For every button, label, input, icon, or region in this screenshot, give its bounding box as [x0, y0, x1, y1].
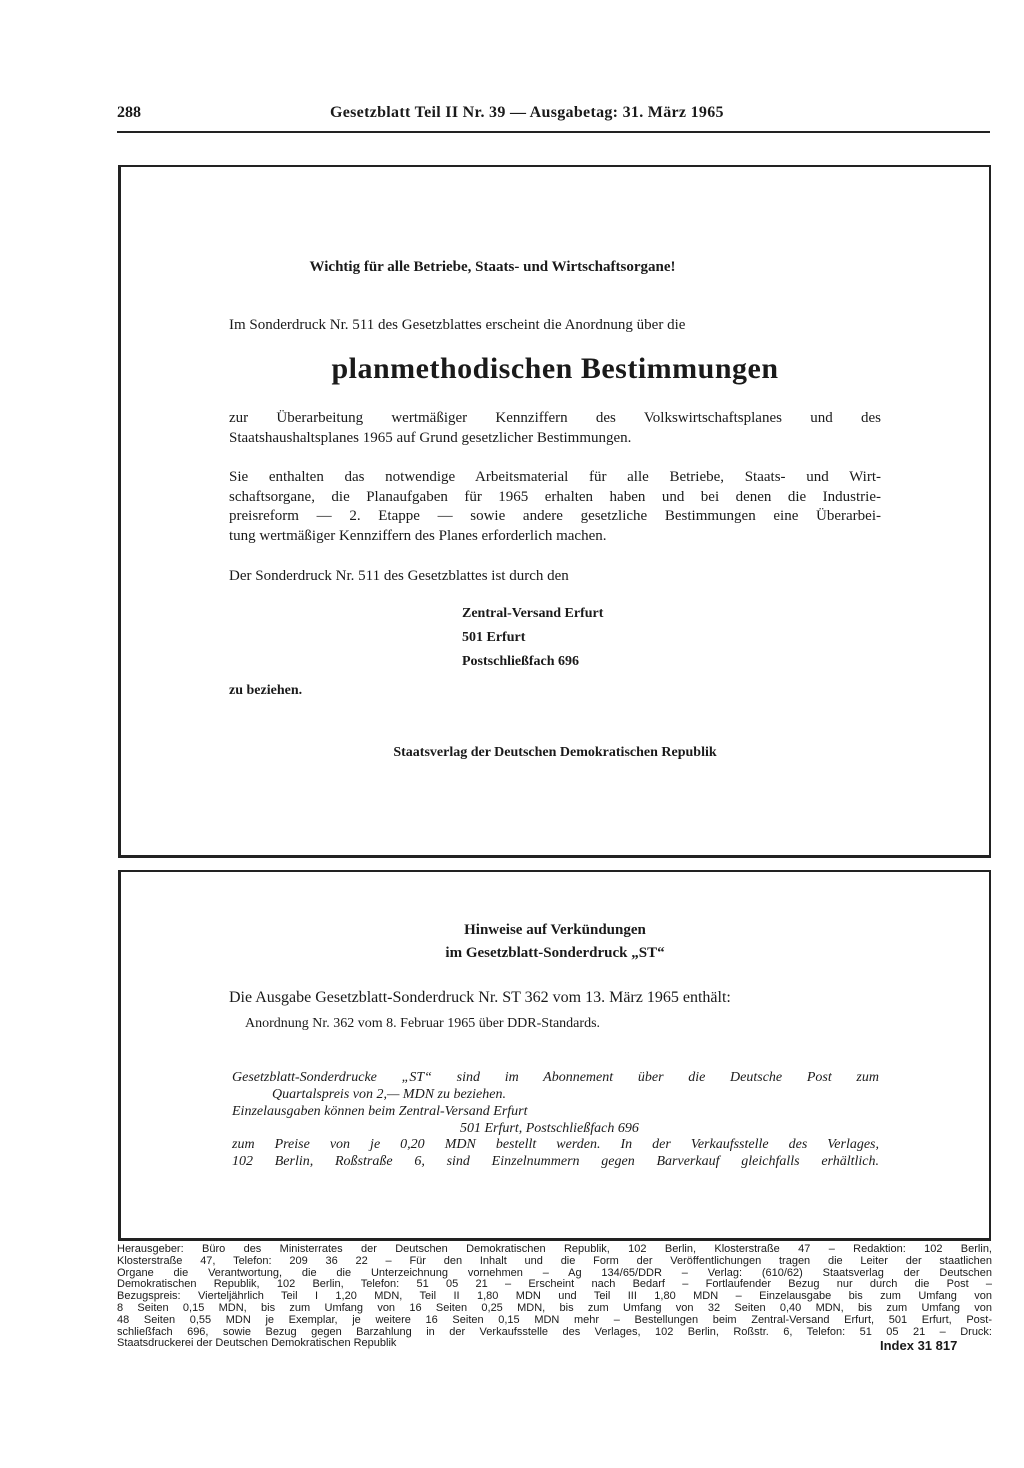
- imprint-line: Staatsdruckerei der Deutschen Demokratischen Republik: [117, 1337, 397, 1350]
- text-line: Sie enthalten das notwendige Arbeitsmaterial für alle Betriebe, Staats- und Wirt-: [229, 469, 881, 485]
- notice-title: planmethodischen Bestimmungen: [331, 352, 779, 385]
- text-line: zum Preise von je 0,20 MDN bestellt werden. In der Verkaufsstelle des Verlages,: [232, 1137, 879, 1152]
- text-line: schaftsorgane, die Planaufgaben für 1965 erhalten haben und bei denen die Industrie-: [229, 488, 881, 505]
- text-line: 501 Erfurt, Postschließfach 696: [460, 1121, 639, 1136]
- imprint-line: 48 Seiten 0,55 MDN je Exemplar, je weitere 16 Seiten 0,15 MDN mehr – Bestellungen beim Zentral-Versand Erfurt, 501 Erfurt, Post-: [117, 1313, 992, 1326]
- notice-paragraph-1: [229, 409, 881, 448]
- imprint-line: Klosterstraße 47, Telefon: 209 36 22 – Für den Inhalt und die Form der Veröffentlichungen tragen die Leiter der staatlichen: [117, 1254, 992, 1267]
- notice-heading: Wichtig für alle Betriebe, Staats- und Wirtschaftsorgane!: [309, 259, 676, 275]
- page-number: 288: [117, 104, 141, 121]
- text-line: Gesetzblatt-Sonderdrucke „ST“ sind im Abonnement über die Deutsche Post zum: [232, 1070, 879, 1085]
- index-number: Index 31 817: [880, 1338, 958, 1353]
- price-note: [232, 1136, 879, 1170]
- text-line: Quartalspreis von 2,— MDN zu beziehen.: [272, 1087, 506, 1102]
- text-line: zur Überarbeitung wertmäßiger Kennziffern des Volkswirtschaftsplanes und des: [229, 410, 881, 426]
- imprint-line: 8 Seiten 0,15 MDN, bis zum Umfang von 16 Seiten 0,25 MDN, bis zum Umfang von 32 Seiten 0,40 MDN, bis zum Umfang von: [117, 1301, 992, 1314]
- text-line: 102 Berlin, Roßstraße 6, sind Einzelnummern gegen Barverkauf gleichfalls erhältlich.: [232, 1154, 879, 1169]
- text-line: Staatshaushaltsplanes 1965 auf Grund gesetzlicher Bestimmungen.: [229, 429, 632, 446]
- imprint-line: Demokratischen Republik, 102 Berlin, Telefon: 51 05 21 – Erscheint nach Bedarf – Fortlaufender Bezug nur durch die Post –: [117, 1278, 992, 1291]
- announcements-issue: Die Ausgabe Gesetzblatt-Sonderdruck Nr. ST 362 vom 13. März 1965 enthält:: [229, 989, 731, 1006]
- announcements-heading-2: im Gesetzblatt-Sonderdruck „ST“: [445, 945, 665, 961]
- imprint-line: Herausgeber: Büro des Ministerrates der Deutschen Demokratischen Republik, 102 Berlin, Klosterstraße 47 – Redaktion: 102 Berlin,: [117, 1243, 992, 1255]
- notice-paragraph-3: Der Sonderdruck Nr. 511 des Gesetzblattes ist durch den: [229, 568, 569, 584]
- imprint-line: Bezugspreis: Vierteljährlich Teil I 1,20 MDN, Teil II 1,80 MDN und Teil III 1,80 MDN – Einzelausgabe bis zum Umfang von: [117, 1290, 992, 1303]
- single-copy-note: [232, 1103, 879, 1137]
- notice-intro: Im Sonderdruck Nr. 511 des Gesetzblattes erscheint die Anordnung über die: [229, 317, 686, 333]
- imprint-line: schließfach 696, sowie Bezug gegen Barzahlung in der Verkaufsstelle des Verlages, 102 Berlin, Roßstr. 6, Telefon: 51 05 21 – Druck:: [117, 1325, 992, 1338]
- imprint-line: Organe die Verantwortung, die die Unterzeichnung vornehmen – Ag 134/65/DDR – Verlag: (610/62) Staatsverlag der Deutschen: [117, 1266, 992, 1279]
- announcements-order: Anordnung Nr. 362 vom 8. Februar 1965 über DDR-Standards.: [245, 1016, 601, 1031]
- notice-paragraph-2: [229, 468, 881, 546]
- text-line: preisreform — 2. Etappe — sowie andere gesetzliche Bestimmungen eine Überarbei-: [229, 508, 881, 524]
- subscription-note: [232, 1069, 879, 1103]
- text-line: tung wertmäßiger Kennziffern des Planes erforderlich machen.: [229, 527, 607, 544]
- running-title: Gesetzblatt Teil II Nr. 39 — Ausgabetag: 31. März 1965: [330, 104, 724, 121]
- notice-closing: zu beziehen.: [229, 683, 303, 698]
- address-line-1: Zentral-Versand Erfurt: [462, 606, 604, 621]
- address-line-3: Postschließfach 696: [462, 654, 580, 669]
- announcements-heading-1: Hinweise auf Verkündungen: [464, 922, 646, 938]
- text-line: Einzelausgaben können beim Zentral-Versand Erfurt: [232, 1104, 528, 1119]
- notice-publisher: Staatsverlag der Deutschen Demokratischen Republik: [393, 745, 717, 760]
- imprint: [117, 1244, 992, 1350]
- page-header: [117, 104, 990, 126]
- header-rule: [117, 131, 990, 133]
- address-line-2: 501 Erfurt: [462, 630, 526, 645]
